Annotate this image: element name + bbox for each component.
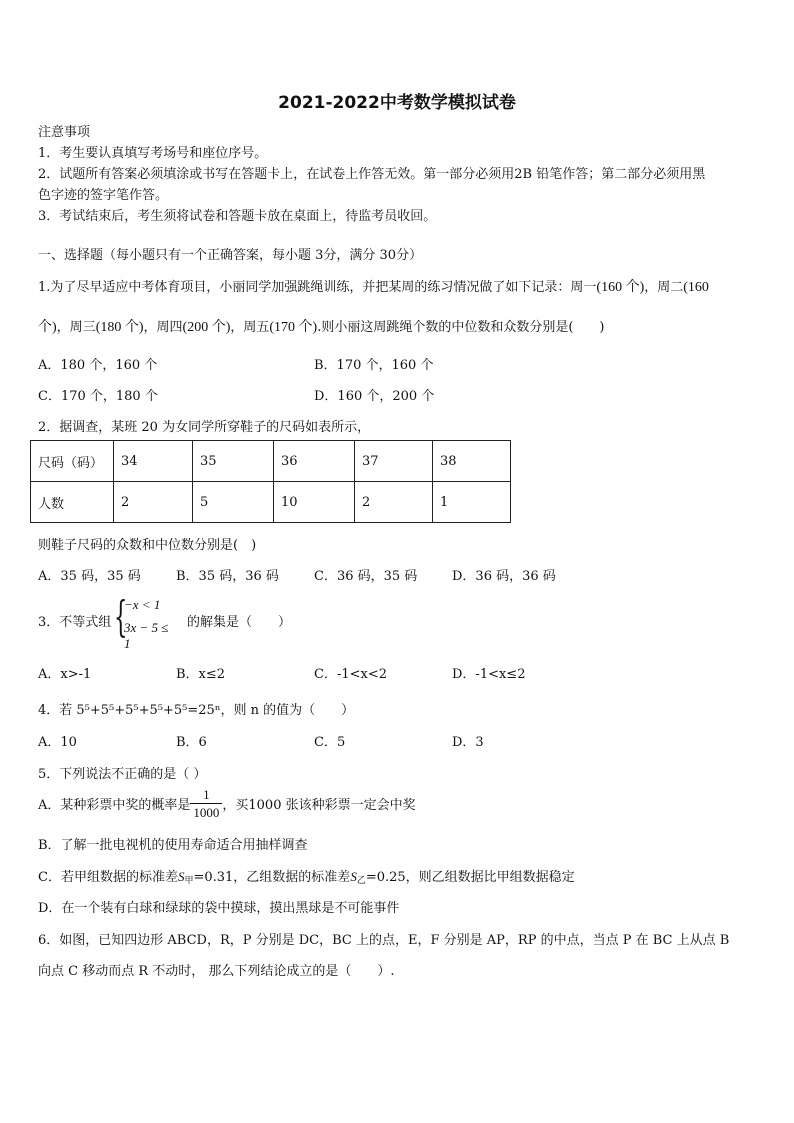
q1-wed-count: (180 个) bbox=[95, 320, 144, 335]
q1-question: .则小丽这周跳绳个数的中位数和众数分别是( ) bbox=[317, 320, 605, 335]
table-cell: 2 bbox=[114, 482, 193, 523]
q1-fri-count: (170 个) bbox=[269, 320, 318, 335]
q3-option-c[interactable]: C．-1<x<2 bbox=[314, 667, 387, 682]
question-3-stem-b: 的解集是（ ） bbox=[187, 615, 292, 630]
section-heading: 一、选择题（每小题只有一个正确答案，每小题 3分，满分 30分） bbox=[38, 248, 423, 263]
q2-option-b[interactable]: B．35 码，36 码 bbox=[176, 569, 279, 584]
question-6-line-1: 6．如图，已知四边形 ABCD，R，P 分别是 DC，BC 上的点，E，F 分别是 AP，RP 的中点，当点 P 在 BC 上从点 B bbox=[38, 933, 730, 948]
q1-thu-count: (200 个) bbox=[182, 320, 231, 335]
q1-monday-count: (160 个) bbox=[596, 280, 645, 295]
fraction-numerator: 1 bbox=[190, 786, 222, 804]
question-2-question: 则鞋子尺码的众数和中位数分别是( ) bbox=[38, 538, 257, 553]
shoe-size-table bbox=[30, 440, 511, 523]
table-cell: 1 bbox=[433, 482, 511, 523]
left-brace-icon: { bbox=[114, 592, 128, 641]
table-row bbox=[31, 441, 511, 482]
question-2-stem: 2．据调查，某班 20 为女同学所穿鞋子的尺码如表所示， bbox=[38, 420, 371, 435]
note-3: 3．考试结束后，考生须将试卷和答题卡放在桌面上，待监考员收回。 bbox=[38, 209, 437, 224]
q4-option-d[interactable]: D．3 bbox=[452, 735, 484, 750]
note-2-line-2: 色字迹的签字笔作答。 bbox=[38, 188, 169, 203]
q4-option-b[interactable]: B．6 bbox=[176, 735, 207, 750]
s-symbol: S bbox=[177, 869, 185, 884]
q1-fri-label: ，周五 bbox=[230, 320, 270, 335]
q2-option-a[interactable]: A．35 码，35 码 bbox=[38, 569, 141, 584]
q5-option-b[interactable]: B．了解一批电视机的使用寿命适合用抽样调查 bbox=[38, 838, 308, 853]
q3-option-b[interactable]: B．x≤2 bbox=[176, 667, 226, 682]
q4-option-c[interactable]: C．5 bbox=[314, 735, 346, 750]
table-cell: 37 bbox=[355, 441, 433, 482]
note-1: 1．考生要认真填写考场号和座位序号。 bbox=[38, 146, 268, 161]
q1-wed-label: ，周三 bbox=[56, 320, 96, 335]
q2-option-c[interactable]: C．36 码，35 码 bbox=[314, 569, 418, 584]
question-4-stem: 4．若 5⁵+5⁵+5⁵+5⁵+5⁵=25ⁿ，则 n 的值为（ ） bbox=[38, 703, 355, 718]
q5-c-text-c: =0.25，则乙组数据比甲组数据稳定 bbox=[365, 870, 575, 885]
page-title: 2021-2022中考数学模拟试卷 bbox=[278, 93, 516, 113]
question-1-line-1 bbox=[38, 276, 709, 296]
q3-option-a[interactable]: A．x>-1 bbox=[38, 667, 92, 682]
fraction-denominator: 1000 bbox=[193, 805, 220, 820]
table-row bbox=[31, 482, 511, 523]
q1-option-c[interactable]: C．170 个，180 个 bbox=[38, 389, 158, 404]
q1-option-b[interactable]: B．170 个，160 个 bbox=[314, 358, 434, 373]
q5-c-text-a: C．若甲组数据的标准差 bbox=[38, 870, 178, 885]
q1-option-a[interactable]: A．180 个，160 个 bbox=[38, 358, 158, 373]
inequality-system bbox=[114, 592, 174, 651]
table-cell: 尺码（码） bbox=[31, 441, 114, 482]
question-1-line-2 bbox=[38, 316, 604, 336]
table-cell: 2 bbox=[355, 482, 433, 523]
table-cell: 人数 bbox=[31, 482, 114, 523]
q5-option-a[interactable] bbox=[38, 786, 416, 821]
table-cell: 35 bbox=[193, 441, 274, 482]
q5-c-text-b: =0.31，乙组数据的标准差 bbox=[193, 870, 351, 885]
q2-option-d[interactable]: D．36 码，36 码 bbox=[452, 569, 556, 584]
table-cell: 36 bbox=[274, 441, 355, 482]
q1-tuesday-count: (160 bbox=[683, 280, 709, 295]
q1-text-a: 1.为了尽早适应中考体育项目，小丽同学加强跳绳训练，并把某周的练习情况做了如下记录：周一 bbox=[38, 280, 597, 295]
question-5-stem: 5．下列说法不正确的是（ ） bbox=[38, 767, 207, 782]
inequality-1: −x < 1 bbox=[124, 597, 161, 612]
table-cell: 34 bbox=[114, 441, 193, 482]
q5-option-c[interactable] bbox=[38, 866, 575, 886]
subscript-yi: 乙 bbox=[356, 876, 366, 886]
q5-a-text-b: ，买1000 张该种彩票一定会中奖 bbox=[222, 798, 416, 813]
q1-text-c: ，周二 bbox=[644, 280, 684, 295]
q3-option-d[interactable]: D．-1<x≤2 bbox=[452, 667, 526, 682]
notes-heading: 注意事项 bbox=[38, 125, 91, 140]
q1-thu-label: ，周四 bbox=[143, 320, 183, 335]
subscript-jia: 甲 bbox=[184, 876, 194, 886]
q5-option-d[interactable]: D．在一个装有白球和绿球的袋中摸球，摸出黑球是不可能事件 bbox=[38, 901, 400, 916]
question-3-stem-a: 3．不等式组 bbox=[38, 615, 112, 630]
q5-a-text: A．某种彩票中奖的概率是 bbox=[38, 798, 191, 813]
table-cell: 10 bbox=[274, 482, 355, 523]
note-2-line-1: 2．试题所有答案必须填涂或书写在答题卡上，在试卷上作答无效。第一部分必须用2B 铅笔作答；第二部分必须用黑 bbox=[38, 167, 706, 182]
table-cell: 5 bbox=[193, 482, 274, 523]
q1-tuesday-unit: 个) bbox=[38, 320, 57, 335]
question-6-line-2: 向点 C 移动而点 R 不动时， 那么下列结论成立的是（ ）. bbox=[38, 964, 395, 979]
s-symbol: S bbox=[350, 869, 357, 884]
probability-fraction bbox=[190, 786, 222, 821]
q1-option-d[interactable]: D．160 个，200 个 bbox=[314, 389, 435, 404]
inequality-2: 3x − 5 ≤ 1 bbox=[124, 620, 169, 651]
table-cell: 38 bbox=[433, 441, 511, 482]
q4-option-a[interactable]: A．10 bbox=[38, 735, 77, 750]
